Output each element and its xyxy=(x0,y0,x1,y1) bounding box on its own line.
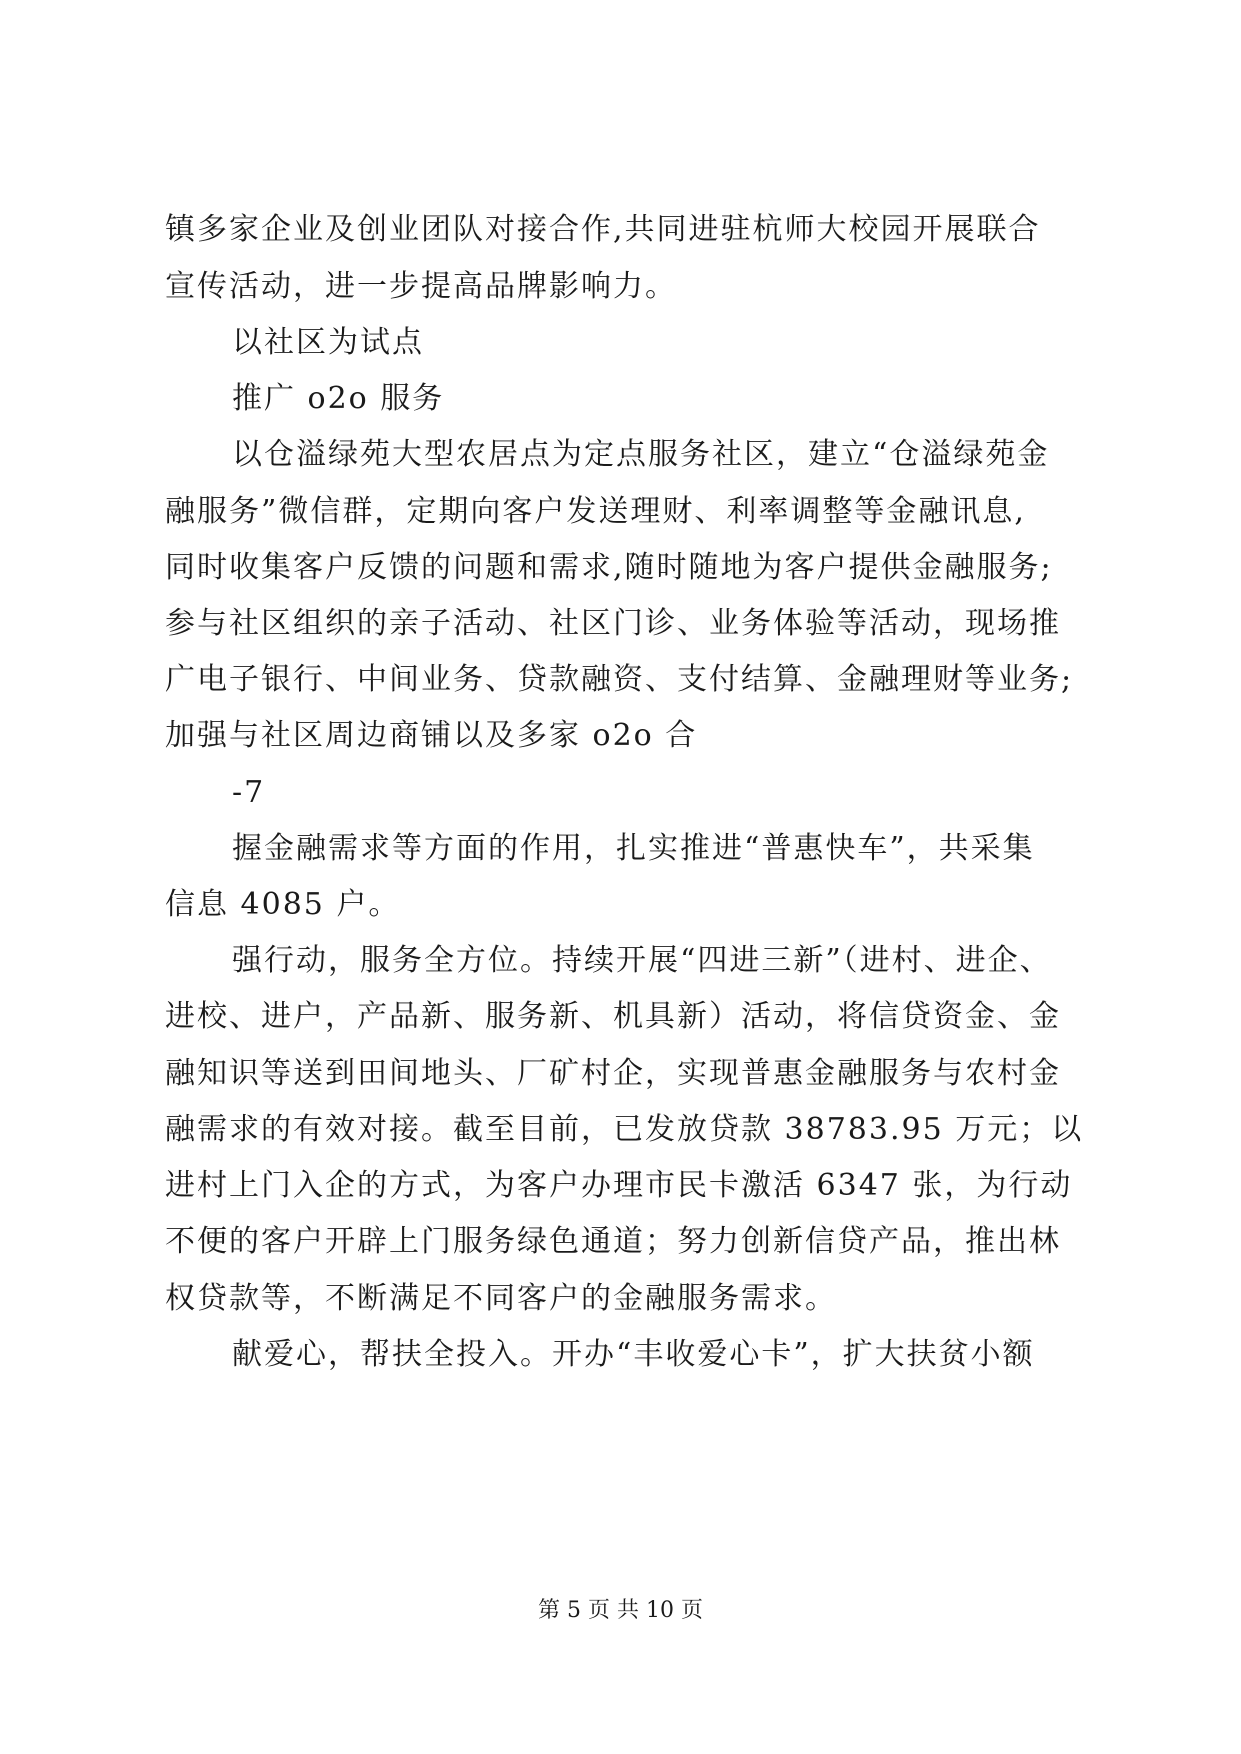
text-line: 以仓溢绿苑大型农居点为定点服务社区，建立“仓溢绿苑金 xyxy=(232,437,1050,472)
text-line: 融需求的有效对接。截至目前，已发放贷款 38783.95 万元；以 xyxy=(165,1112,1084,1147)
text-line: 强行动，服务全方位。持续开展“四进三新”（进村、进企、 xyxy=(232,943,1052,978)
page-number-footer: 第 5 页 共 10 页 xyxy=(538,1598,703,1623)
text-line: 握金融需求等方面的作用，扎实推进“普惠快车”，共采集 xyxy=(232,831,1035,866)
text-line: 融服务”微信群，定期向客户发送理财、利率调整等金融讯息, xyxy=(165,494,1026,529)
inline-page-marker: -7 xyxy=(232,775,266,810)
text-line: 同时收集客户反馈的问题和需求,随时随地为客户提供金融服务; xyxy=(165,550,1053,585)
text-line: 不便的客户开辟上门服务绿色通道；努力创新信贷产品，推出林 xyxy=(165,1224,1061,1259)
text-line: 加强与社区周边商铺以及多家 o2o 合 xyxy=(165,718,698,753)
text-line: 权贷款等，不断满足不同客户的金融服务需求。 xyxy=(165,1281,837,1316)
text-line: 进村上门入企的方式，为客户办理市民卡激活 6347 张，为行动 xyxy=(165,1168,1073,1203)
text-line: 融知识等送到田间地头、厂矿村企，实现普惠金融服务与农村金 xyxy=(165,1056,1061,1091)
text-line: 广电子银行、中间业务、贷款融资、支付结算、金融理财等业务; xyxy=(165,662,1074,697)
text-line: 进校、进户，产品新、服务新、机具新）活动，将信贷资金、金 xyxy=(165,999,1061,1034)
text-line: 镇多家企业及创业团队对接合作,共同进驻杭师大校园开展联合 xyxy=(165,212,1041,247)
text-line: 宣传活动，进一步提高品牌影响力。 xyxy=(165,269,677,304)
text-line: 献爱心，帮扶全投入。开办“丰收爱心卡”，扩大扶贫小额 xyxy=(232,1337,1035,1372)
section-heading: 以社区为试点 xyxy=(232,325,424,360)
section-heading: 推广 o2o 服务 xyxy=(232,381,445,416)
text-line: 参与社区组织的亲子活动、社区门诊、业务体验等活动，现场推 xyxy=(165,606,1061,641)
text-line: 信息 4085 户。 xyxy=(165,887,401,922)
